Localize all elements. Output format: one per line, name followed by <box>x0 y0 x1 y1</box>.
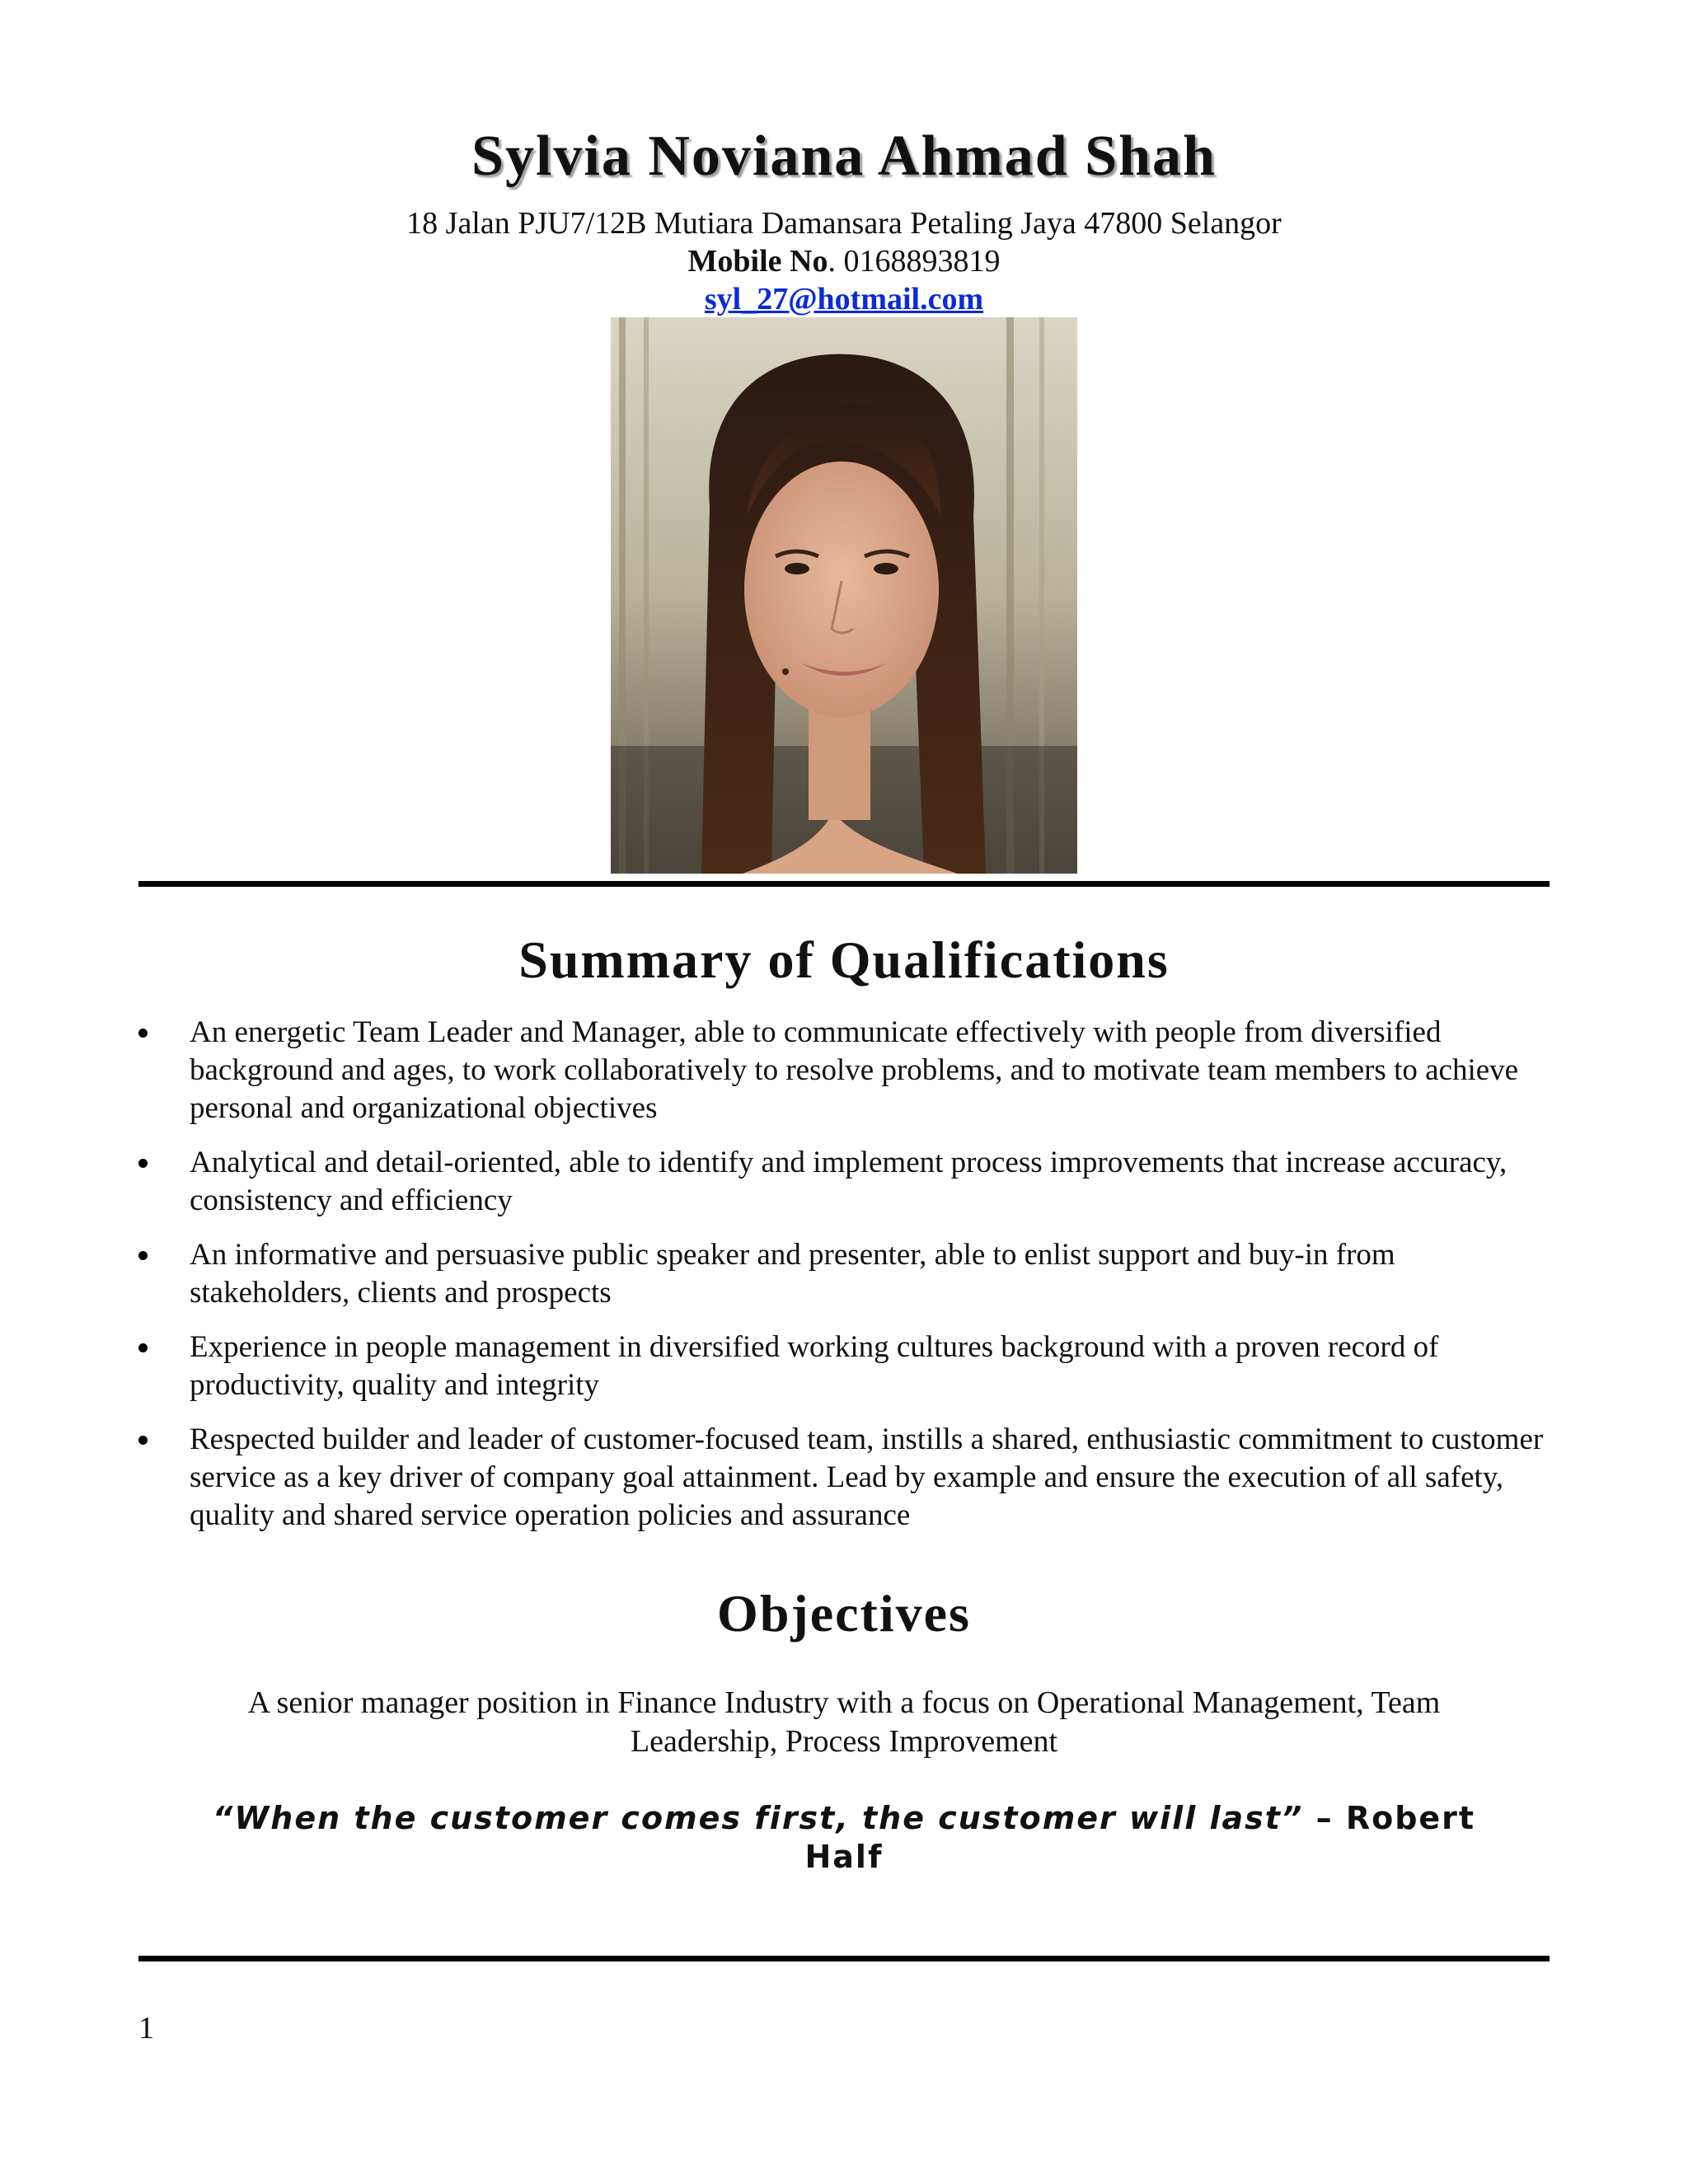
qualifications-list <box>138 1014 1550 1551</box>
quote <box>173 1799 1515 1877</box>
bullet-icon <box>138 1343 148 1352</box>
mobile-label: Mobile No <box>687 244 828 279</box>
email-link[interactable]: syl_27@hotmail.com <box>704 282 984 316</box>
objectives-heading: Objectives <box>717 1584 971 1643</box>
candidate-name: Sylvia Noviana Ahmad Shah <box>471 124 1217 188</box>
bullet-icon <box>138 1159 148 1168</box>
summary-heading: Summary of Qualifications <box>518 930 1170 989</box>
email-line <box>0 280 1688 318</box>
list-item <box>138 1014 1550 1127</box>
list-item-text: An energetic Team Leader and Manager, able to communicate effectively with people from diversified background and ages, to work collaboratively to resolve problems, and to motivate team members to achieve personal and organizational objectives <box>190 1015 1519 1125</box>
divider-top <box>138 881 1550 887</box>
mobile-value: . 0168893819 <box>828 244 1001 279</box>
bullet-icon <box>138 1251 148 1260</box>
list-item <box>138 1236 1550 1312</box>
objective-text: A senior manager position in Finance Industry with a focus on Operational Management, Team Leadership, Process Improvement <box>247 1685 1441 1759</box>
mobile-number <box>0 242 1688 280</box>
list-item-text: Analytical and detail-oriented, able to identify and implement process improvements that increase accuracy, consistency and efficiency <box>190 1146 1507 1217</box>
list-item <box>138 1421 1550 1535</box>
divider-bottom <box>138 1956 1550 1961</box>
list-item-text: Experience in people management in diversified working cultures background with a proven record of productivity, quality and integrity <box>190 1330 1439 1402</box>
quote-text: “When the customer comes first, the customer will last” <box>212 1800 1304 1836</box>
bullet-icon <box>138 1436 148 1445</box>
list-item <box>138 1329 1550 1404</box>
list-item-text: An informative and persuasive public speaker and presenter, able to enlist support and buy-in from stakeholders, clients and prospects <box>190 1238 1395 1310</box>
quote-author: – Robert Half <box>804 1800 1476 1875</box>
profile-photo <box>611 317 1077 874</box>
list-item-text: Respected builder and leader of customer-focused team, instills a shared, enthusiastic commitment to customer service as a key driver of company goal attainment. Lead by example and ensure the execution of all safety, quality and shared service operation policies and assurance <box>190 1422 1544 1532</box>
bullet-icon <box>138 1029 148 1038</box>
address: 18 Jalan PJU7/12B Mutiara Damansara Petaling Jaya 47800 Selangor <box>406 206 1282 241</box>
list-item <box>138 1144 1550 1220</box>
page-number: 1 <box>138 2011 154 2046</box>
